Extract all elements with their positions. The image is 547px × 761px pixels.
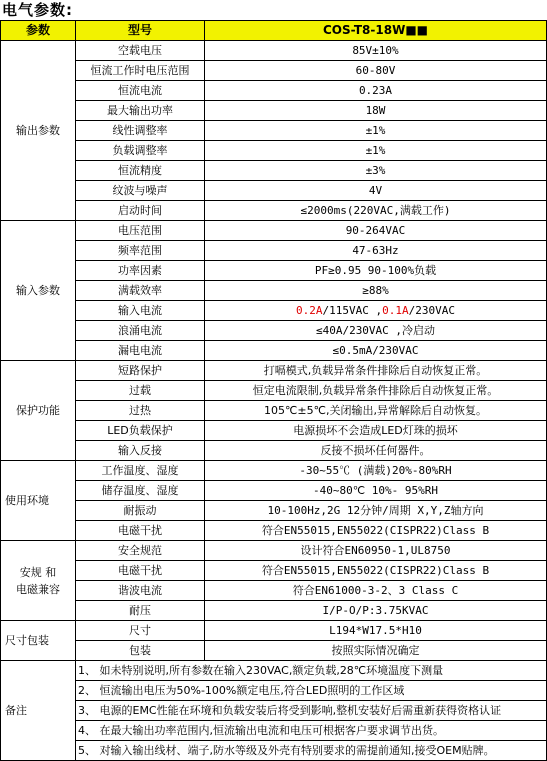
row-value: -30~55℃ (满载)20%-80%RH bbox=[205, 461, 547, 481]
row-value: 4V bbox=[205, 181, 547, 201]
row-value-input-current bbox=[205, 301, 547, 321]
row-value: ≤40A/230VAC ,冷启动 bbox=[205, 321, 547, 341]
row-item: 漏电电流 bbox=[76, 341, 205, 361]
table-row bbox=[1, 601, 547, 621]
table-row bbox=[1, 661, 547, 681]
row-item: 恒流电流 bbox=[76, 81, 205, 101]
table-row bbox=[1, 241, 547, 261]
row-value: -40~80℃ 10%- 95%RH bbox=[205, 481, 547, 501]
input-current-115-value: 0.2A bbox=[296, 304, 323, 317]
category-safety-line2: 电磁兼容 bbox=[16, 582, 60, 596]
category-size-packaging: 尺寸包装 bbox=[1, 621, 76, 661]
row-item: 负载调整率 bbox=[76, 141, 205, 161]
table-row bbox=[1, 141, 547, 161]
table-row bbox=[1, 341, 547, 361]
row-item: 功率因素 bbox=[76, 261, 205, 281]
row-item: 输入电流 bbox=[76, 301, 205, 321]
table-row bbox=[1, 161, 547, 181]
note-item: 2、 恒流输出电压为50%-100%额定电压,符合LED照明的工作区域 bbox=[76, 681, 547, 701]
row-value: 反接不损坏任何器件。 bbox=[205, 441, 547, 461]
table-row bbox=[1, 401, 547, 421]
category-protection: 保护功能 bbox=[1, 361, 76, 461]
table-row bbox=[1, 101, 547, 121]
table-row bbox=[1, 181, 547, 201]
table-row bbox=[1, 741, 547, 761]
header-model-value: COS-T8-18W■■ bbox=[205, 21, 547, 41]
row-item: 耐振动 bbox=[76, 501, 205, 521]
table-row bbox=[1, 621, 547, 641]
row-item: LED负载保护 bbox=[76, 421, 205, 441]
table-row bbox=[1, 701, 547, 721]
row-value: 符合EN55015,EN55022(CISPR22)Class B bbox=[205, 521, 547, 541]
table-row bbox=[1, 521, 547, 541]
table-row bbox=[1, 681, 547, 701]
category-safety-line1: 安规 和 bbox=[19, 565, 57, 579]
row-item: 过载 bbox=[76, 381, 205, 401]
row-item: 尺寸 bbox=[76, 621, 205, 641]
header-model: 型号 bbox=[76, 21, 205, 41]
table-row bbox=[1, 561, 547, 581]
table-row bbox=[1, 361, 547, 381]
table-row bbox=[1, 121, 547, 141]
row-value: 60-80V bbox=[205, 61, 547, 81]
category-environment: 使用环境 bbox=[1, 461, 76, 541]
input-current-230-unit: /230VAC bbox=[408, 304, 455, 317]
row-value: 打嗝模式,负载异常条件排除后自动恢复正常。 bbox=[205, 361, 547, 381]
row-value: ≥88% bbox=[205, 281, 547, 301]
table-row bbox=[1, 641, 547, 661]
row-item: 谐波电流 bbox=[76, 581, 205, 601]
row-value: 设计符合EN60950-1,UL8750 bbox=[205, 541, 547, 561]
row-item: 储存温度、湿度 bbox=[76, 481, 205, 501]
row-value: I/P-O/P:3.75KVAC bbox=[205, 601, 547, 621]
category-notes: 备注 bbox=[1, 661, 76, 761]
row-item: 输入反接 bbox=[76, 441, 205, 461]
page-title: 电气参数: bbox=[2, 1, 73, 19]
row-item: 包装 bbox=[76, 641, 205, 661]
table-row bbox=[1, 461, 547, 481]
table-row bbox=[1, 441, 547, 461]
row-value: 85V±10% bbox=[205, 41, 547, 61]
table-header-row bbox=[1, 21, 547, 41]
row-item: 最大输出功率 bbox=[76, 101, 205, 121]
row-value: 10-100Hz,2G 12分钟/周期 X,Y,Z轴方向 bbox=[205, 501, 547, 521]
note-item: 1、 如未特别说明,所有参数在输入230VAC,额定负载,28℃环境温度下测量 bbox=[76, 661, 547, 681]
table-row bbox=[1, 481, 547, 501]
row-item: 频率范围 bbox=[76, 241, 205, 261]
note-item: 4、 在最大输出功率范围内,恒流输出电流和电压可根据客户要求调节出货。 bbox=[76, 721, 547, 741]
row-value: 47-63Hz bbox=[205, 241, 547, 261]
table-row bbox=[1, 501, 547, 521]
row-value: ±3% bbox=[205, 161, 547, 181]
input-current-115-unit: /115VAC , bbox=[322, 304, 383, 317]
table-row bbox=[1, 221, 547, 241]
row-value: 电源损坏不会造成LED灯珠的损坏 bbox=[205, 421, 547, 441]
row-item: 线性调整率 bbox=[76, 121, 205, 141]
row-value: L194*W17.5*H10 bbox=[205, 621, 547, 641]
table-row bbox=[1, 41, 547, 61]
row-item: 启动时间 bbox=[76, 201, 205, 221]
row-item: 电磁干扰 bbox=[76, 521, 205, 541]
row-value: 符合EN55015,EN55022(CISPR22)Class B bbox=[205, 561, 547, 581]
row-item: 恒流精度 bbox=[76, 161, 205, 181]
row-value: 18W bbox=[205, 101, 547, 121]
table-row bbox=[1, 421, 547, 441]
input-current-230-value: 0.1A bbox=[382, 304, 409, 317]
row-item: 浪涌电流 bbox=[76, 321, 205, 341]
row-item: 满载效率 bbox=[76, 281, 205, 301]
table-row bbox=[1, 381, 547, 401]
table-row bbox=[1, 201, 547, 221]
row-value: 按照实际情况确定 bbox=[205, 641, 547, 661]
row-value: 90-264VAC bbox=[205, 221, 547, 241]
category-safety-emc bbox=[1, 541, 76, 621]
note-item: 3、 电源的EMC性能在环境和负载安装后将受到影响,整机安装好后需重新获得资格认证 bbox=[76, 701, 547, 721]
row-value: 符合EN61000-3-2、3 Class C bbox=[205, 581, 547, 601]
row-item: 电磁干扰 bbox=[76, 561, 205, 581]
category-output: 输出参数 bbox=[1, 41, 76, 221]
row-value: 0.23A bbox=[205, 81, 547, 101]
note-item: 5、 对输入输出线材、端子,防水等级及外壳有特别要求的需提前通知,接受OEM贴牌。 bbox=[76, 741, 547, 761]
header-param: 参数 bbox=[1, 21, 76, 41]
table-row bbox=[1, 281, 547, 301]
row-item: 耐压 bbox=[76, 601, 205, 621]
table-row bbox=[1, 581, 547, 601]
row-value: ±1% bbox=[205, 121, 547, 141]
table-row bbox=[1, 301, 547, 321]
category-input: 输入参数 bbox=[1, 221, 76, 361]
row-item: 纹波与噪声 bbox=[76, 181, 205, 201]
row-item: 安全规范 bbox=[76, 541, 205, 561]
table-row bbox=[1, 261, 547, 281]
row-value: PF≥0.95 90-100%负载 bbox=[205, 261, 547, 281]
table-row bbox=[1, 541, 547, 561]
row-value: ≤2000ms(220VAC,满载工作) bbox=[205, 201, 547, 221]
row-item: 工作温度、湿度 bbox=[76, 461, 205, 481]
table-row bbox=[1, 321, 547, 341]
row-value: ±1% bbox=[205, 141, 547, 161]
row-value: 105℃±5℃,关闭输出,异常解除后自动恢复。 bbox=[205, 401, 547, 421]
table-row bbox=[1, 81, 547, 101]
row-item: 恒流工作时电压范围 bbox=[76, 61, 205, 81]
row-value: ≤0.5mA/230VAC bbox=[205, 341, 547, 361]
row-value: 恒定电流限制,负载异常条件排除后自动恢复正常。 bbox=[205, 381, 547, 401]
table-row bbox=[1, 61, 547, 81]
row-item: 过热 bbox=[76, 401, 205, 421]
table-row bbox=[1, 721, 547, 741]
row-item: 短路保护 bbox=[76, 361, 205, 381]
spec-table bbox=[0, 20, 547, 761]
row-item: 电压范围 bbox=[76, 221, 205, 241]
row-item: 空载电压 bbox=[76, 41, 205, 61]
